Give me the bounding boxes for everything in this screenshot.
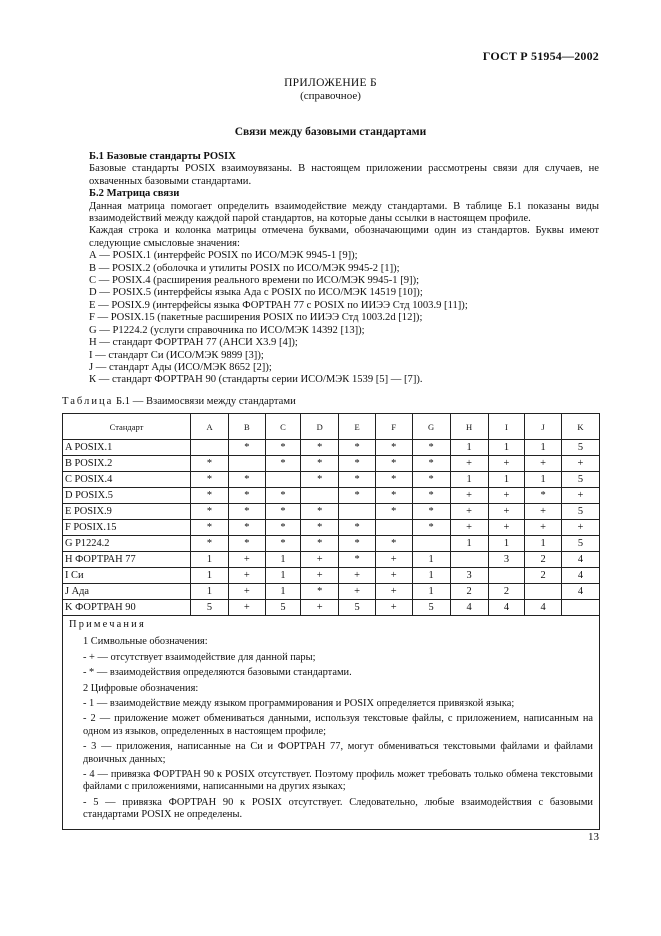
matrix-cell <box>561 600 599 616</box>
notes-cell <box>63 616 600 830</box>
note-line: - 5 — привязка ФОРТРАН 90 к POSIX отсутствует. Следовательно, любые взаимодействия с базовыми стандартами POSIX не определены. <box>83 796 593 821</box>
matrix-cell: 1 <box>265 568 301 584</box>
matrix-cell <box>339 504 376 520</box>
matrix-cell: 3 <box>488 552 525 568</box>
matrix-cell: 4 <box>525 600 562 616</box>
matrix-cell: + <box>488 520 525 536</box>
matrix-cell: * <box>412 504 450 520</box>
matrix-cell: + <box>450 488 488 504</box>
section-title: Связи между базовыми стандартами <box>234 126 427 138</box>
matrix-cell: * <box>229 488 266 504</box>
matrix-cell: + <box>229 584 266 600</box>
matrix-cell: * <box>229 504 266 520</box>
table-row <box>63 536 600 552</box>
matrix-cell: + <box>561 456 599 472</box>
column-header-f: F <box>375 414 412 440</box>
standard-item: G — Р1224.2 (услуги справочника по ИСО/МЭК 14392 [13]); <box>89 324 365 336</box>
matrix-cell: 2 <box>488 584 525 600</box>
column-header-e: E <box>339 414 376 440</box>
matrix-cell: 5 <box>561 440 599 456</box>
matrix-cell: 5 <box>191 600 229 616</box>
b1-paragraph: Базовые стандарты POSIX взаимоувязаны. В настоящем приложении рассмотрены связи для случаев, не охваченных базовыми стандартами. <box>89 163 599 187</box>
row-label: I Си <box>63 568 191 584</box>
matrix-cell: + <box>229 568 266 584</box>
note-line: - 2 — приложение может обмениваться данными, используя текстовые файлы, с приложением, написанным на одном из языков, определенных в настоящем профиле; <box>83 713 593 737</box>
matrix-cell: * <box>265 488 301 504</box>
standard-item: С — POSIX.4 (расширения реального времени по ИСО/МЭК 9945-1 [9]); <box>89 275 420 287</box>
matrix-cell: 1 <box>450 536 488 552</box>
matrix-cell: * <box>525 488 562 504</box>
matrix-cell: * <box>339 552 376 568</box>
matrix-cell: + <box>488 456 525 472</box>
matrix-cell: 5 <box>561 504 599 520</box>
matrix-cell: + <box>525 504 562 520</box>
table-row <box>63 552 600 568</box>
row-label: D POSIX.5 <box>63 488 191 504</box>
matrix-cell: 1 <box>525 440 562 456</box>
matrix-cell: + <box>450 520 488 536</box>
standard-item: F — POSIX.15 (пакетные расширения POSIX по ИИЭЭ Стд 1003.2d [12]); <box>89 312 423 324</box>
matrix-cell: + <box>525 456 562 472</box>
matrix-cell <box>375 520 412 536</box>
matrix-cell: 5 <box>412 600 450 616</box>
matrix-cell: * <box>229 520 266 536</box>
appendix-title: ПРИЛОЖЕНИЕ Б <box>284 77 377 89</box>
b2-paragraph-1: Данная матрица помогает определить взаимодействие между стандартами. В таблице Б.1 показаны виды взаимодействий между каждой парой стандартов, на которые даны ссылки в настоящем профиле. <box>89 200 599 225</box>
column-header-c: C <box>265 414 301 440</box>
matrix-cell: 4 <box>488 600 525 616</box>
matrix-cell: + <box>339 568 376 584</box>
b1-heading: Б.1 Базовые стандарты POSIX <box>89 151 236 162</box>
row-label: J Ада <box>63 584 191 600</box>
interaction-matrix-table <box>62 413 600 830</box>
matrix-cell: * <box>229 536 266 552</box>
matrix-cell: * <box>412 456 450 472</box>
matrix-cell: + <box>561 488 599 504</box>
matrix-cell: * <box>339 440 376 456</box>
standard-item: А — POSIX.1 (интерфейс POSIX по ИСО/МЭК 9945-1 [9]); <box>89 250 358 262</box>
matrix-cell: 2 <box>450 584 488 600</box>
matrix-cell: + <box>339 584 376 600</box>
matrix-cell: * <box>375 488 412 504</box>
matrix-cell: 1 <box>525 472 562 488</box>
note-line: - + — отсутствует взаимодействие для данной пары; <box>83 651 316 663</box>
body-text <box>89 151 599 387</box>
matrix-cell: 1 <box>191 584 229 600</box>
matrix-cell: * <box>191 472 229 488</box>
matrix-cell: * <box>412 440 450 456</box>
matrix-cell: * <box>191 504 229 520</box>
matrix-cell: + <box>525 520 562 536</box>
matrix-cell <box>229 456 266 472</box>
table-body <box>63 440 600 616</box>
page-number: 13 <box>588 831 599 843</box>
matrix-cell: * <box>339 520 376 536</box>
matrix-cell: * <box>301 520 339 536</box>
matrix-cell: + <box>229 552 266 568</box>
matrix-cell: 1 <box>191 568 229 584</box>
matrix-cell: * <box>375 472 412 488</box>
matrix-cell: * <box>301 472 339 488</box>
table-row <box>63 472 600 488</box>
matrix-cell: * <box>375 440 412 456</box>
matrix-cell: 1 <box>265 552 301 568</box>
matrix-cell: * <box>375 456 412 472</box>
matrix-cell: 2 <box>525 568 562 584</box>
matrix-cell <box>191 440 229 456</box>
table-row <box>63 600 600 616</box>
matrix-cell: + <box>301 600 339 616</box>
note-line: 1 Символьные обозначения: <box>83 636 208 648</box>
standard-item: В — POSIX.2 (оболочка и утилиты POSIX по ИСО/МЭК 9945-2 [1]); <box>89 262 400 274</box>
matrix-cell <box>412 536 450 552</box>
standard-item: J — стандарт Ады (ИСО/МЭК 8652 [2]); <box>89 361 272 373</box>
matrix-cell <box>525 584 562 600</box>
row-label: E POSIX.9 <box>63 504 191 520</box>
matrix-cell: 1 <box>488 440 525 456</box>
matrix-cell: 2 <box>525 552 562 568</box>
column-header-standard: Стандарт <box>63 414 191 440</box>
standard-item: Е — POSIX.9 (интерфейсы языка ФОРТРАН 77 с POSIX по ИИЭЭ Стд 1003.9 [11]); <box>89 299 468 311</box>
matrix-cell: * <box>229 472 266 488</box>
matrix-cell: * <box>339 456 376 472</box>
matrix-cell: * <box>191 456 229 472</box>
column-header-g: G <box>412 414 450 440</box>
matrix-cell: 1 <box>450 472 488 488</box>
matrix-cell: + <box>450 504 488 520</box>
row-label: C POSIX.4 <box>63 472 191 488</box>
matrix-cell: + <box>561 520 599 536</box>
matrix-cell: 1 <box>191 552 229 568</box>
matrix-cell: * <box>412 488 450 504</box>
matrix-cell: 1 <box>488 472 525 488</box>
matrix-cell: * <box>301 504 339 520</box>
note-line: 2 Цифровые обозначения: <box>83 682 199 694</box>
matrix-cell: 1 <box>412 568 450 584</box>
table-caption-prefix: Таблица <box>62 396 114 407</box>
matrix-cell: + <box>375 584 412 600</box>
matrix-cell: 1 <box>450 440 488 456</box>
matrix-cell: + <box>488 504 525 520</box>
column-header-d: D <box>301 414 339 440</box>
matrix-cell: * <box>339 488 376 504</box>
matrix-cell: + <box>229 600 266 616</box>
standard-item: К — стандарт ФОРТРАН 90 (стандарты серии ИСО/МЭК 1539 [5] — [7]). <box>89 374 423 386</box>
matrix-cell <box>450 552 488 568</box>
matrix-cell: 4 <box>561 552 599 568</box>
column-header-b: B <box>229 414 266 440</box>
row-label: K ФОРТРАН 90 <box>63 600 191 616</box>
matrix-cell: * <box>191 536 229 552</box>
matrix-cell <box>301 488 339 504</box>
table-row <box>63 584 600 600</box>
column-header-h: H <box>450 414 488 440</box>
matrix-cell: * <box>412 520 450 536</box>
row-label: B POSIX.2 <box>63 456 191 472</box>
column-header-k: K <box>561 414 599 440</box>
notes-heading: Примечания <box>69 619 146 630</box>
matrix-cell: + <box>488 488 525 504</box>
matrix-cell: 5 <box>561 472 599 488</box>
matrix-cell: 5 <box>561 536 599 552</box>
document-header: ГОСТ Р 51954—2002 <box>482 49 599 63</box>
matrix-cell: * <box>301 584 339 600</box>
matrix-cell: 4 <box>561 584 599 600</box>
matrix-cell: + <box>301 568 339 584</box>
matrix-cell: * <box>412 472 450 488</box>
table-caption-text: Б.1 — Взаимосвязи между стандартами <box>116 396 296 407</box>
row-label: G P1224.2 <box>63 536 191 552</box>
matrix-cell: + <box>301 552 339 568</box>
matrix-cell: * <box>301 440 339 456</box>
note-line: - 3 — приложения, написанные на Си и ФОРТРАН 77, могут обмениваться текстовыми файлами и файлами двоичных данных; <box>83 741 593 765</box>
matrix-cell: * <box>229 440 266 456</box>
matrix-cell: 4 <box>450 600 488 616</box>
matrix-cell: * <box>339 472 376 488</box>
matrix-cell: + <box>450 456 488 472</box>
column-header-j: J <box>525 414 562 440</box>
matrix-cell: 1 <box>412 552 450 568</box>
table-row <box>63 568 600 584</box>
table-caption <box>62 396 296 407</box>
table-header-row <box>63 414 600 440</box>
matrix-cell: + <box>375 600 412 616</box>
matrix-cell <box>265 472 301 488</box>
matrix-cell: 4 <box>561 568 599 584</box>
matrix-cell: + <box>375 552 412 568</box>
matrix-cell: 1 <box>525 536 562 552</box>
note-line: - 1 — взаимодействие между языком программирования и POSIX определяется привязкой языка; <box>83 698 515 710</box>
matrix-cell: + <box>375 568 412 584</box>
matrix-cell: * <box>191 520 229 536</box>
table-row <box>63 456 600 472</box>
notes-row <box>63 616 600 830</box>
row-label: F POSIX.15 <box>63 520 191 536</box>
matrix-cell: 3 <box>450 568 488 584</box>
matrix-cell: 1 <box>488 536 525 552</box>
standard-item: Н — стандарт ФОРТРАН 77 (АНСИ Х3.9 [4]); <box>89 337 298 349</box>
b2-paragraph-2: Каждая строка и колонка матрицы отмечена буквами, обозначающими один из стандартов. Буквы имеют следующие смысловые значения: <box>89 225 599 249</box>
matrix-cell: * <box>265 536 301 552</box>
standard-item: I — стандарт Си (ИСО/МЭК 9899 [3]); <box>89 349 264 361</box>
table-row <box>63 488 600 504</box>
standard-item: D — POSIX.5 (интерфейсы языка Ада с POSIX по ИСО/МЭК 14519 [10]); <box>89 287 423 299</box>
matrix-cell: * <box>301 536 339 552</box>
row-label: A POSIX.1 <box>63 440 191 456</box>
matrix-cell: * <box>339 536 376 552</box>
matrix-cell <box>488 568 525 584</box>
b2-heading: Б.2 Матрица связи <box>89 188 180 200</box>
table-row <box>63 440 600 456</box>
matrix-cell: 1 <box>412 584 450 600</box>
table-row <box>63 520 600 536</box>
matrix-cell: * <box>191 488 229 504</box>
matrix-cell: * <box>265 520 301 536</box>
matrix-cell: * <box>265 504 301 520</box>
matrix-cell: 5 <box>265 600 301 616</box>
matrix-cell: 1 <box>265 584 301 600</box>
appendix-subtitle: (справочное) <box>300 90 361 102</box>
column-header-i: I <box>488 414 525 440</box>
matrix-cell: 5 <box>339 600 376 616</box>
matrix-cell: * <box>375 504 412 520</box>
row-label: H ФОРТРАН 77 <box>63 552 191 568</box>
column-header-a: A <box>191 414 229 440</box>
matrix-cell: * <box>265 456 301 472</box>
matrix-cell: * <box>375 536 412 552</box>
note-line: - * — взаимодействия определяются базовыми стандартами. <box>83 667 352 679</box>
matrix-cell: * <box>265 440 301 456</box>
matrix-cell: * <box>301 456 339 472</box>
table-row <box>63 504 600 520</box>
note-line: - 4 — привязка ФОРТРАН 90 к POSIX отсутствует. Поэтому профиль может требовать только обмена текстовыми файлами с приложениями, написанными на других языках; <box>83 769 593 793</box>
